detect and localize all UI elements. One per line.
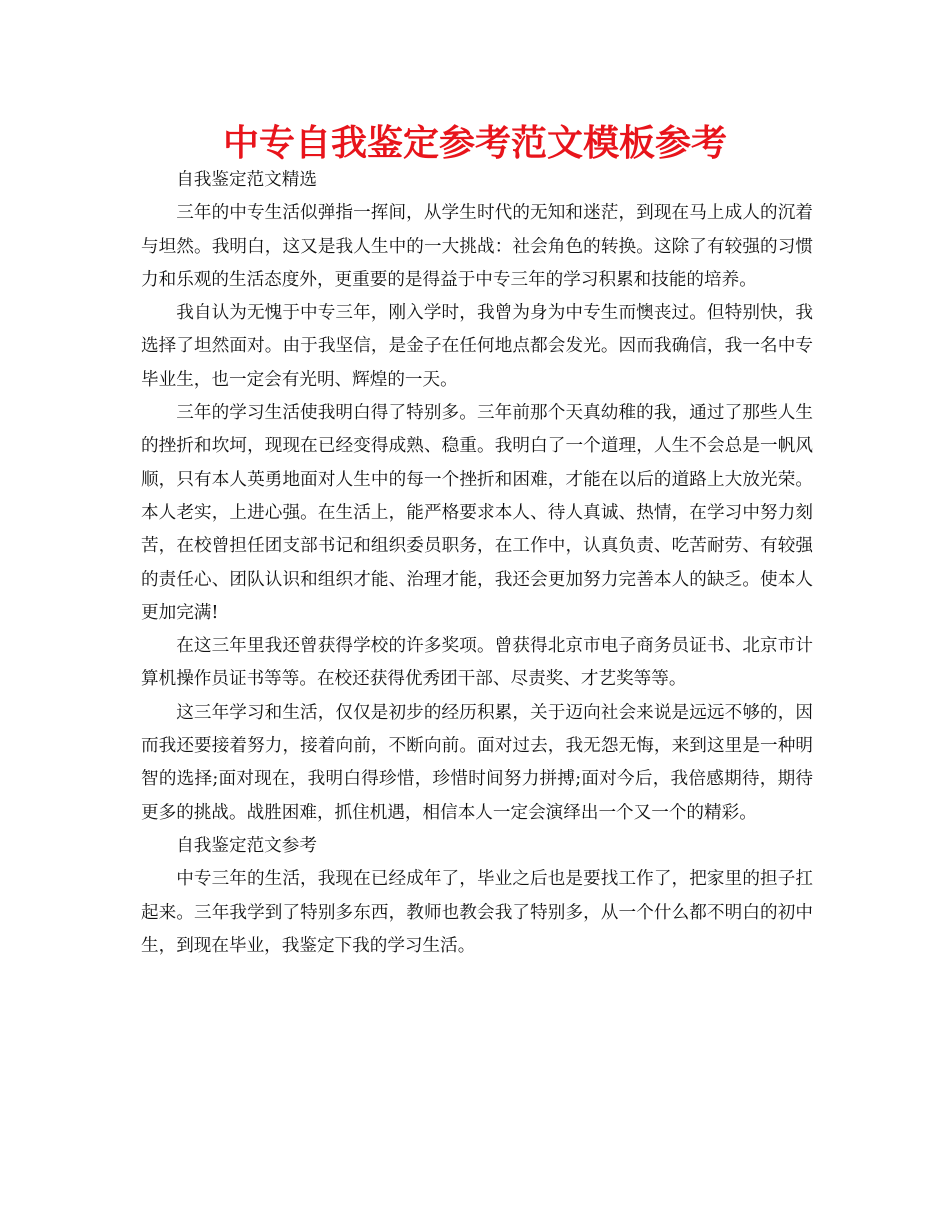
document-title: 中专自我鉴定参考范文模板参考 [222, 123, 727, 164]
section-heading-reference: 自我鉴定范文参考 [176, 835, 317, 856]
paragraph: 三年的中专生活似弹指一挥间，从学生时代的无知和迷茫，到现在马上成人的沉着与坦然。我明白，这又是我人生中的一大挑战：社会角色的转换。这除了有较强的习惯力和乐观的生活态度外，更重要的是得益于中专三年的学习积累和技能的培养。 [141, 203, 813, 290]
paragraph: 这三年学习和生活，仅仅是初步的经历积累，关于迈向社会来说是远远不够的，因而我还要接着努力，接着向前，不断向前。面对过去，我无怨无悔，来到这里是一种明智的选择;面对现在，我明白得珍惜，珍惜时间努力拼搏;面对今后，我倍感期待，期待更多的挑战。战胜困难，抓住机遇，相信本人一定会演绎出一个又一个的精彩。 [141, 702, 813, 823]
document-body [141, 164, 813, 963]
section-heading-selected: 自我鉴定范文精选 [176, 170, 317, 190]
paragraph: 中专三年的生活，我现在已经成年了，毕业之后也是要找工作了，把家里的担子扛起来。三年我学到了特别多东西，教师也教会我了特别多，从一个什么都不明白的初中生，到现在毕业，我鉴定下我的学习生活。 [141, 869, 813, 956]
paragraph: 三年的学习生活使我明白得了特别多。三年前那个天真幼稚的我，通过了那些人生的挫折和坎坷，现现在已经变得成熟、稳重。我明白了一个道理，人生不会总是一帆风顺，只有本人英勇地面对人生中的每一个挫折和困难，才能在以后的道路上大放光荣。本人老实，上进心强。在生活上，能严格要求本人、待人真诚、热情，在学习中努力刻苦，在校曾担任团支部书记和组织委员职务，在工作中，认真负责、吃苦耐劳、有较强的责任心、团队认识和组织才能、治理才能，我还会更加努力完善本人的缺乏。使本人更加完满! [141, 403, 813, 623]
paragraph: 在这三年里我还曾获得学校的许多奖项。曾获得北京市电子商务员证书、北京市计算机操作员证书等等。在校还获得优秀团干部、尽责奖、才艺奖等等。 [141, 636, 813, 690]
paragraph: 我自认为无愧于中专三年，刚入学时，我曾为身为中专生而懊丧过。但特别快，我选择了坦然面对。由于我坚信，是金子在任何地点都会发光。因而我确信，我一名中专毕业生，也一定会有光明、辉煌的一天。 [141, 303, 813, 390]
